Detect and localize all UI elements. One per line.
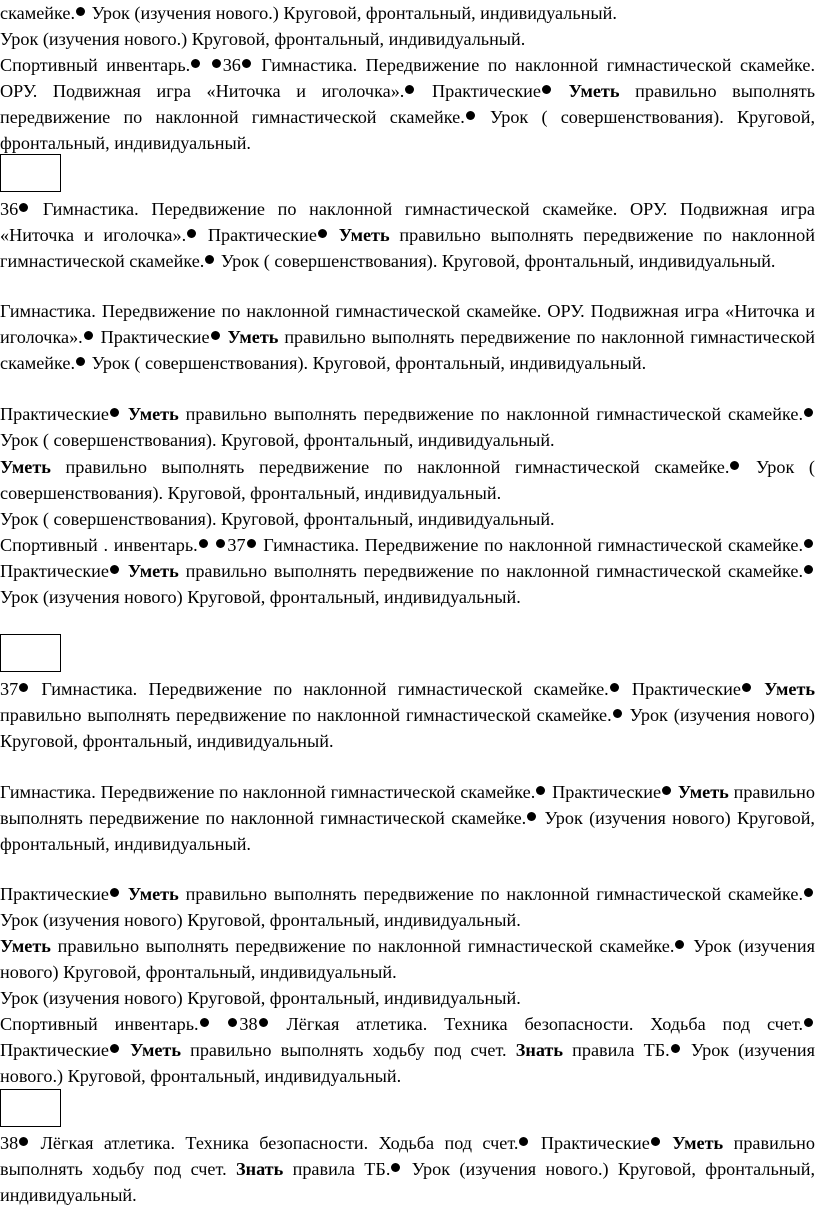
- bold-keyword: Уметь: [0, 457, 51, 477]
- text-run: Гимнастика. Передвижение по наклонной гимнастической скамейке.: [30, 679, 609, 699]
- bullet-icon: [651, 1137, 660, 1146]
- text-run: Урок (изучения нового) Круговой, фронтальный, индивидуальный.: [0, 808, 815, 854]
- text-run: Практические: [530, 1133, 650, 1153]
- bullet-icon: [542, 85, 551, 94]
- text-run: правильно выполнять передвижение по наклонной гимнастической скамейке.: [0, 782, 816, 828]
- bullet-icon: [662, 786, 671, 795]
- empty-box: [0, 634, 61, 672]
- bullet-icon: [110, 565, 119, 574]
- bold-keyword: Знать: [235, 1159, 284, 1179]
- text-run: [121, 1040, 130, 1060]
- paragraph: [0, 532, 815, 610]
- paragraph: [0, 298, 815, 376]
- text-run: Лёгкая атлетика. Техника безопасности. Ходьба под счет.: [269, 1014, 803, 1034]
- text-run: Урок ( совершенствования). Круговой, фронтальный, индивидуальный.: [0, 430, 555, 450]
- text-run: Практические: [198, 225, 317, 245]
- bullet-icon: [527, 812, 536, 821]
- bullet-icon: [216, 539, 225, 548]
- text-run: Гимнастика. Передвижение по наклонной гимнастической скамейке.: [0, 782, 536, 802]
- bullet-icon: [19, 203, 28, 212]
- text-run: правильно выполнять передвижение по наклонной гимнастической скамейке.: [0, 327, 816, 373]
- text-run: [210, 535, 216, 555]
- text-run: Гимнастика. Передвижение по наклонной гимнастической скамейке. ОРУ. Подвижная игра «Ниточка и иголочка».: [0, 55, 816, 101]
- paragraph: [0, 676, 815, 754]
- bullet-icon: [391, 1163, 400, 1172]
- bullet-icon: [76, 7, 85, 16]
- text-run: правильно выполнять передвижение по наклонной гимнастической скамейке.: [178, 404, 803, 424]
- paragraph: [0, 196, 815, 274]
- text-run: 37: [227, 535, 246, 555]
- text-run: правильно выполнять передвижение по наклонной гимнастической скамейке.: [178, 561, 803, 581]
- paragraph: [0, 1011, 815, 1089]
- bold-keyword: Знать: [515, 1040, 563, 1060]
- text-run: Урок (изучения нового) Круговой, фронтальный, индивидуальный.: [0, 705, 815, 751]
- text-run: [753, 679, 764, 699]
- paragraph: [0, 401, 815, 453]
- text-run: [121, 404, 128, 424]
- bullet-icon: [110, 888, 119, 897]
- bold-keyword: Уметь: [130, 1040, 181, 1060]
- bullet-icon: [212, 59, 221, 68]
- text-run: правильно выполнять передвижение по наклонной гимнастической скамейке.: [50, 457, 730, 477]
- paragraph: [0, 52, 815, 156]
- text-run: правильно выполнять передвижение по наклонной гимнастической скамейке.: [0, 705, 612, 725]
- bullet-icon: [199, 539, 208, 548]
- text-run: Урок ( совершенствования). Круговой, фронтальный, индивидуальный.: [216, 251, 776, 271]
- text-run: Урок ( совершенствования). Круговой, фронтальный, индивидуальный.: [0, 509, 555, 529]
- text-run: правильно выполнять передвижение по наклонной гимнастической скамейке.: [0, 81, 815, 127]
- bullet-icon: [804, 1018, 813, 1027]
- paragraph: [0, 26, 815, 52]
- text-run: Урок (изучения нового) Круговой, фронтальный, индивидуальный.: [0, 988, 521, 1008]
- empty-box: [0, 1089, 61, 1127]
- bullet-icon: [187, 229, 196, 238]
- paragraph: [0, 985, 815, 1011]
- bold-keyword: Уметь: [127, 884, 179, 904]
- text-run: Урок ( совершенствования). Круговой, фронтальный, индивидуальный.: [0, 107, 815, 153]
- paragraph: [0, 1130, 815, 1208]
- text-run: Урок ( совершенствования). Круговой, фронтальный, индивидуальный.: [87, 353, 647, 373]
- text-run: 37: [0, 679, 19, 699]
- bullet-icon: [804, 539, 813, 548]
- bullet-icon: [200, 1018, 209, 1027]
- text-run: Спортивный . инвентарь.: [0, 535, 198, 555]
- text-run: Урок (изучения нового.) Круговой, фронтальный, индивидуальный.: [0, 1040, 816, 1086]
- text-run: Практические: [547, 782, 662, 802]
- text-run: Лёгкая атлетика. Техника безопасности. Ходьба под счет.: [30, 1133, 519, 1153]
- text-run: 38: [239, 1014, 258, 1034]
- bullet-icon: [610, 683, 619, 692]
- text-run: [553, 81, 569, 101]
- bullet-icon: [742, 683, 751, 692]
- text-run: правила ТБ.: [563, 1040, 670, 1060]
- text-run: правильно выполнять передвижение по наклонной гимнастической скамейке.: [178, 884, 803, 904]
- text-run: Урок (изучения нового.) Круговой, фронтальный, индивидуальный.: [87, 3, 617, 23]
- bold-keyword: Уметь: [127, 404, 179, 424]
- bold-keyword: Уметь: [127, 561, 179, 581]
- bullet-icon: [519, 1137, 528, 1146]
- text-run: [329, 225, 339, 245]
- text-run: правильно выполнять ходьбу под счет.: [0, 1133, 816, 1179]
- text-run: Урок (изучения нового) Круговой, фронтальный, индивидуальный.: [0, 910, 521, 930]
- bullet-icon: [205, 255, 214, 264]
- bold-keyword: Уметь: [227, 327, 279, 347]
- bullet-icon: [228, 1018, 237, 1027]
- text-run: [121, 884, 128, 904]
- bold-keyword: Уметь: [764, 679, 816, 699]
- bullet-icon: [76, 357, 85, 366]
- paragraph: [0, 506, 815, 532]
- bullet-icon: [191, 59, 200, 68]
- bullet-icon: [19, 683, 28, 692]
- bullet-icon: [671, 1044, 680, 1053]
- text-run: 38: [0, 1133, 19, 1153]
- text-run: Практические: [0, 561, 109, 581]
- paragraph: [0, 454, 815, 506]
- text-run: правила ТБ.: [283, 1159, 391, 1179]
- bullet-icon: [466, 111, 475, 120]
- bullet-icon: [19, 1137, 28, 1146]
- text-run: Урок (изучения нового.) Круговой, фронтальный, индивидуальный.: [0, 29, 526, 49]
- text-run: Практические: [416, 81, 541, 101]
- text-run: Урок ( совершенствования). Круговой, фронтальный, индивидуальный.: [0, 457, 815, 503]
- text-run: Урок (изучения нового) Круговой, фронтальный, индивидуальный.: [0, 587, 521, 607]
- bullet-icon: [730, 461, 739, 470]
- paragraph: [0, 779, 815, 857]
- bullet-icon: [318, 229, 327, 238]
- bullet-icon: [84, 331, 93, 340]
- text-run: Гимнастика. Передвижение по наклонной гимнастической скамейке. ОРУ. Подвижная игра «Ниточка и иголочка».: [0, 301, 815, 347]
- bullet-icon: [675, 940, 684, 949]
- paragraph: [0, 0, 815, 26]
- bullet-icon: [536, 786, 545, 795]
- text-run: 36: [222, 55, 241, 75]
- text-run: правильно выполнять передвижение по наклонной гимнастической скамейке.: [0, 225, 816, 271]
- text-run: Спортивный инвентарь.: [0, 55, 191, 75]
- bullet-icon: [804, 565, 813, 574]
- text-run: [121, 561, 128, 581]
- text-run: Гимнастика. Передвижение по наклонной гимнастической скамейке.: [257, 535, 803, 555]
- bullet-icon: [110, 1044, 119, 1053]
- bold-keyword: Уметь: [677, 782, 729, 802]
- text-run: Практические: [0, 884, 109, 904]
- bold-keyword: Уметь: [568, 81, 620, 101]
- text-run: 36: [0, 199, 19, 219]
- paragraph: [0, 933, 815, 985]
- text-run: Урок (изучения нового.) Круговой, фронтальный, индивидуальный.: [0, 1159, 816, 1205]
- bullet-icon: [242, 59, 251, 68]
- text-run: правильно выполнять ходьбу под счет.: [180, 1040, 516, 1060]
- bullet-icon: [613, 709, 622, 718]
- text-run: Спортивный инвентарь.: [0, 1014, 199, 1034]
- text-run: Урок (изучения нового) Круговой, фронтальный, индивидуальный.: [0, 936, 815, 982]
- text-run: [662, 1133, 672, 1153]
- text-run: Практические: [0, 1040, 109, 1060]
- bold-keyword: Уметь: [672, 1133, 724, 1153]
- paragraph: [0, 881, 815, 933]
- text-run: [211, 1014, 228, 1034]
- bullet-icon: [247, 539, 256, 548]
- bullet-icon: [259, 1018, 268, 1027]
- bold-keyword: Уметь: [338, 225, 390, 245]
- text-run: правильно выполнять передвижение по наклонной гимнастической скамейке.: [50, 936, 675, 956]
- text-run: Гимнастика. Передвижение по наклонной гимнастической скамейке. ОРУ. Подвижная игра «Ниточка и иголочка».: [0, 199, 815, 245]
- bullet-icon: [804, 408, 813, 417]
- bullet-icon: [804, 888, 813, 897]
- text-run: скамейке.: [0, 3, 76, 23]
- bold-keyword: Уметь: [0, 936, 51, 956]
- bullet-icon: [405, 85, 414, 94]
- text-run: Практические: [0, 404, 109, 424]
- bullet-icon: [211, 331, 220, 340]
- bullet-icon: [110, 408, 119, 417]
- text-run: Практические: [94, 327, 210, 347]
- text-run: [202, 55, 211, 75]
- text-run: Практические: [620, 679, 741, 699]
- empty-box: [0, 154, 61, 192]
